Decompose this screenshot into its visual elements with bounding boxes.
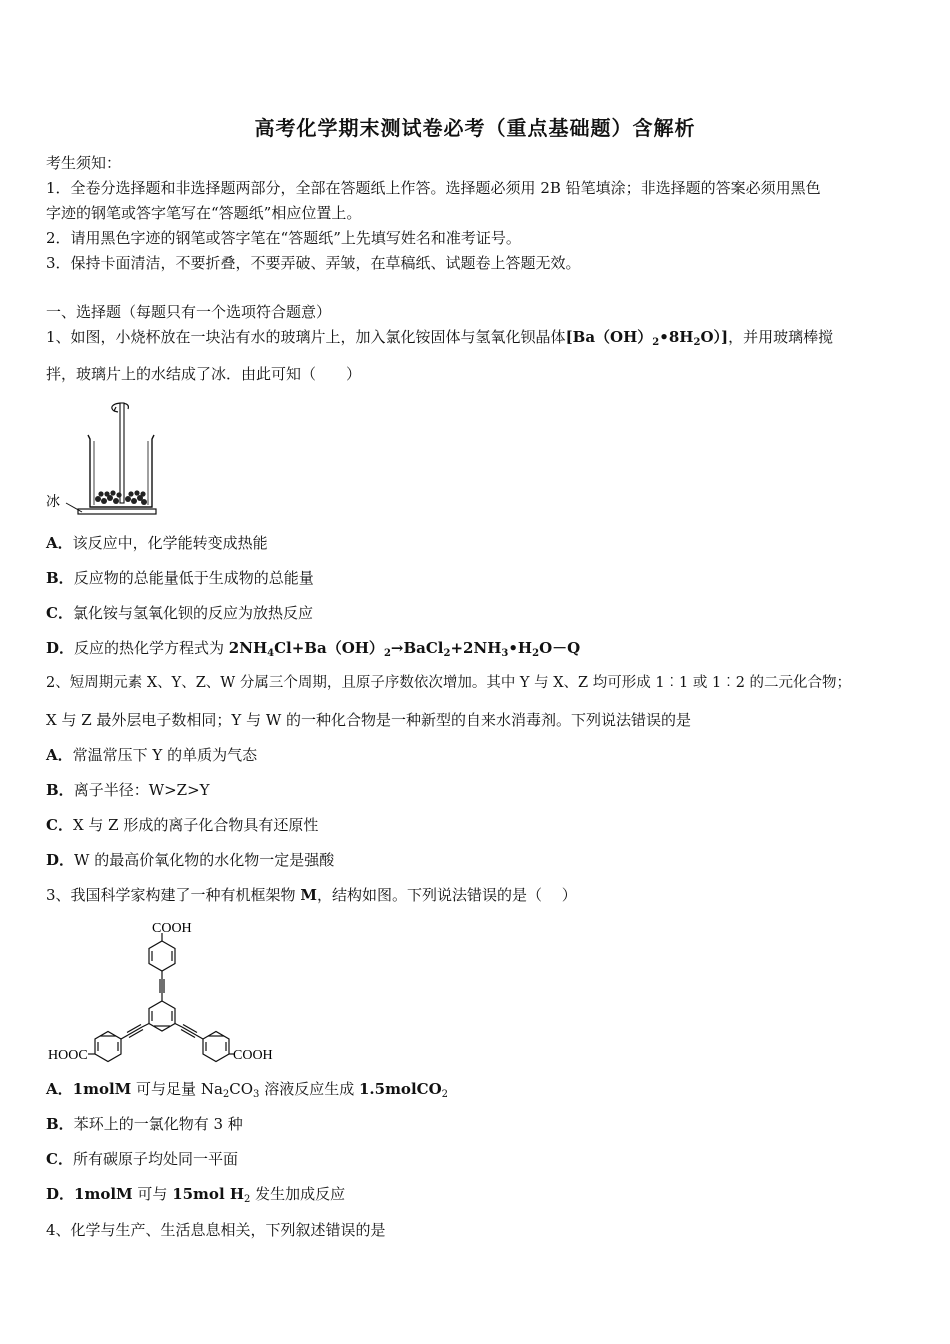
eq-sub: 3: [501, 648, 509, 659]
q1-formula-part: •8H: [659, 328, 694, 346]
cooh-label-top: COOH: [152, 921, 192, 936]
benzene-ring-top: [149, 941, 175, 971]
page-title: 高考化学期末测试卷必考（重点基础题）含解析: [254, 116, 696, 140]
option-text: 该反应中，化学能转变成热能: [72, 534, 268, 552]
option-letter: A．: [46, 534, 73, 552]
q1-formula-part: O）]: [700, 328, 729, 346]
q2-option-b: [46, 780, 210, 800]
option-text: 所有碳原子均处同一平面: [72, 1150, 238, 1168]
option-letter: A．: [46, 1080, 73, 1098]
notice-line-3: 3．保持卡面清洁，不要折叠，不要弄破、弄皱，在草稿纸、试题卷上答题无效。: [46, 254, 581, 272]
q1-formula: [566, 328, 729, 346]
rotation-arrowhead-icon: [114, 407, 118, 412]
option-letter: C．: [46, 1150, 73, 1168]
eq-part: →BaCl: [390, 639, 444, 657]
q2-option-a: [46, 745, 257, 765]
q2-stem-line2: X 与 Z 最外层电子数相同；Y 与 W 的一种化合物是一种新型的自来水消毒剂。下列说法错误的是: [46, 711, 692, 729]
ice-label: 冰: [46, 495, 60, 510]
glass-rod: [120, 403, 124, 503]
option-sub: 3: [253, 1089, 260, 1100]
eq-sub: 2: [443, 648, 451, 659]
q2-option-c: [46, 815, 318, 835]
q3-stem-m: M: [300, 886, 317, 904]
eq-sub: 2: [383, 648, 391, 659]
eq-sub: 2: [532, 648, 540, 659]
glass-plate: [78, 509, 156, 514]
option-text: 离子半径：W>Z>Y: [73, 781, 210, 799]
option-letter: D．: [46, 639, 75, 657]
q3-option-a: [46, 1079, 448, 1099]
q1-stem-line1: [46, 327, 833, 347]
q1-stem-text: 1、如图，小烧杯放在一块沾有水的玻璃片上，加入氯化铵固体与氢氧化钡晶体: [46, 328, 566, 346]
beaker-figure: [44, 395, 164, 525]
option-letter: B．: [46, 1115, 74, 1133]
option-letter: A．: [46, 746, 73, 764]
q1-formula-sub: 2: [652, 337, 660, 348]
molecule-m-structure: [44, 915, 284, 1067]
option-sub: 2: [222, 1089, 230, 1100]
hooc-label-left: HOOC: [48, 1048, 88, 1063]
q2-option-d: [46, 850, 334, 870]
option-text: 氯化铵与氢氧化钡的反应为放热反应: [72, 604, 313, 622]
q3-stem: [46, 885, 577, 905]
q1-option-c: [46, 603, 313, 623]
q3-stem-text-end: ，结构如图。下列说法错误的是（ ）: [316, 886, 577, 904]
q1-option-d: [46, 638, 580, 658]
option-letter: D．: [46, 851, 75, 869]
option-text: 溶液反应生成: [259, 1080, 359, 1098]
q1-stem-line2: 拌，玻璃片上的水结成了冰．由此可知（ ）: [46, 365, 362, 383]
q2-stem-line1: 2、短周期元素 X、Y、Z、W 分属三个周期，且原子序数依次增加。其中 Y 与 X、Z 均可形成 1︰1 或 1︰2 的二元化合物；: [46, 675, 852, 691]
option-text: 反应的热化学方程式为: [74, 639, 229, 657]
option-letter: C．: [46, 604, 73, 622]
q3-option-b: [46, 1114, 243, 1134]
option-text: 15mol H: [172, 1185, 245, 1203]
q1-formula-part: [Ba（OH）: [565, 328, 653, 346]
section-heading: 一、选择题（每题只有一个选项符合题意）: [46, 303, 332, 321]
q1-formula-sub: 2: [693, 337, 701, 348]
q1-option-a: [46, 533, 268, 553]
ice-pointer: [66, 503, 82, 512]
option-text: CO: [229, 1080, 254, 1098]
q1-stem-text-end: ，并用玻璃棒搅: [728, 328, 834, 346]
eq-part: 2NH: [228, 639, 268, 657]
option-text: 苯环上的一氯化物有 3 种: [73, 1115, 243, 1133]
eq-part: O－Q: [539, 639, 581, 657]
option-text: X 与 Z 形成的离子化合物具有还原性: [72, 816, 319, 834]
option-text: 1molM: [74, 1185, 133, 1203]
option-letter: C．: [46, 816, 73, 834]
q1-option-b: [46, 568, 314, 588]
option-text: 发生加成反应: [250, 1185, 346, 1203]
q3-stem-text: 3、我国科学家构建了一种有机框架物: [46, 886, 301, 904]
option-sub: 2: [244, 1194, 251, 1205]
option-text: 1.5molCO: [358, 1080, 442, 1098]
option-text: 1molM: [72, 1080, 132, 1098]
option-letter: B．: [46, 569, 74, 587]
q4-stem: 4、化学与生产、生活息息相关，下列叙述错误的是: [46, 1221, 386, 1239]
notice-line-2: 2．请用黑色字迹的钢笔或答字笔在“答题纸”上先填写姓名和准考证号。: [46, 229, 521, 247]
notice-line-1a: 1．全卷分选择题和非选择题两部分，全部在答题纸上作答。选择题必须用 2B 铅笔填涂；非选择题的答案必须用黑色: [46, 179, 821, 197]
option-sub: 2: [441, 1089, 449, 1100]
eq-part: +2NH: [450, 639, 502, 657]
option-text: 可与足量: [131, 1080, 201, 1098]
option-text: 反应物的总能量低于生成物的总能量: [73, 569, 314, 587]
option-letter: B．: [46, 781, 74, 799]
q1-option-d-equation: [229, 639, 580, 657]
option-text: Na: [200, 1080, 223, 1098]
eq-sub: 4: [267, 648, 275, 659]
notice-line-1b: 字迹的钢笔或答字笔写在“答题纸”相应位置上。: [46, 204, 362, 222]
option-letter: D．: [46, 1185, 75, 1203]
notice-heading: 考生须知：: [46, 154, 122, 172]
q3-option-d: [46, 1184, 345, 1204]
option-text: 常温常压下 Y 的单质为气态: [72, 746, 258, 764]
eq-part: Cl+Ba（OH）: [274, 639, 384, 657]
option-text: 可与: [132, 1185, 173, 1203]
q3-option-c: [46, 1149, 238, 1169]
cooh-label-right: COOH: [233, 1048, 273, 1063]
option-text: W 的最高价氧化物的水化物一定是强酸: [74, 851, 335, 869]
eq-part: •H: [508, 639, 533, 657]
